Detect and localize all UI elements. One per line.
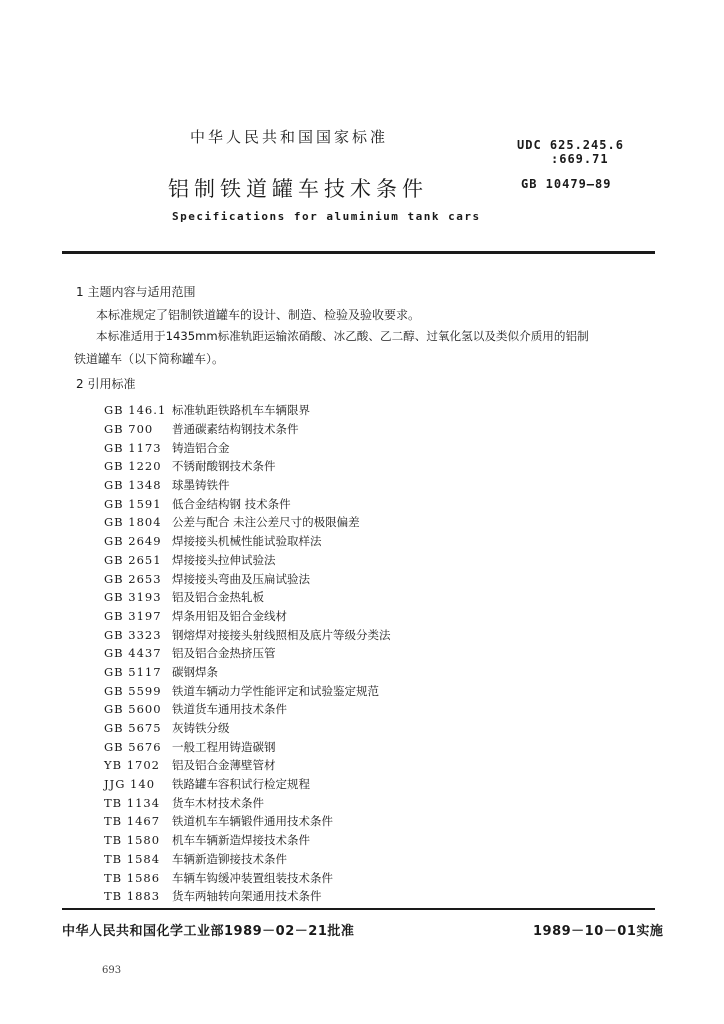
reference-code: GB 700 xyxy=(104,422,154,437)
reference-title: 焊条用铝及铝合金线材 xyxy=(172,608,287,623)
section-2-heading: 2 引用标准 xyxy=(76,377,136,391)
reference-standard-row xyxy=(104,438,391,457)
reference-code: TB 1580 xyxy=(104,833,161,848)
reference-code: GB 4437 xyxy=(104,646,162,661)
reference-code: GB 5599 xyxy=(104,683,162,698)
reference-standard-row xyxy=(104,494,391,513)
footer-rule xyxy=(62,908,655,910)
reference-code: GB 146.1 xyxy=(104,403,167,418)
reference-standard-row xyxy=(104,663,391,682)
reference-standard-row xyxy=(104,569,391,588)
reference-standard-row xyxy=(104,420,391,439)
reference-standard-row xyxy=(104,887,391,906)
header-rule xyxy=(62,251,655,254)
reference-title: 机车车辆新造焊接技术条件 xyxy=(172,833,310,848)
reference-standard-row xyxy=(104,831,391,850)
reference-code: TB 1134 xyxy=(104,795,161,810)
reference-code: GB 1348 xyxy=(104,478,162,493)
document-title: 铝制铁道罐车技术条件 xyxy=(168,177,428,201)
page-number: 693 xyxy=(102,965,122,976)
reference-code: GB 1591 xyxy=(104,496,162,511)
issuing-authority: 中华人民共和国国家标准 xyxy=(190,128,389,146)
reference-standard-row xyxy=(104,756,391,775)
standard-number: GB 10479—89 xyxy=(521,177,612,191)
reference-title: 焊接接头弯曲及压扁试验法 xyxy=(172,571,310,586)
reference-code: YB 1702 xyxy=(104,758,160,773)
reference-code: GB 3323 xyxy=(104,627,162,642)
reference-title: 公差与配合 未注公差尺寸的极限偏差 xyxy=(172,515,360,530)
reference-title: 铁道机车车辆锻件通用技术条件 xyxy=(172,814,333,829)
referenced-standards-list xyxy=(104,401,391,906)
reference-standard-row xyxy=(104,588,391,607)
reference-standard-row xyxy=(104,850,391,869)
reference-title: 灰铸铁分级 xyxy=(172,721,230,736)
reference-title: 钢熔焊对接接头射线照相及底片等级分类法 xyxy=(172,627,391,642)
section-1-paragraph-1: 本标准规定了铝制铁道罐车的设计、制造、检验及验收要求。 xyxy=(96,308,421,322)
reference-standard-row xyxy=(104,681,391,700)
reference-title: 铸造铝合金 xyxy=(172,440,230,455)
reference-standard-row xyxy=(104,793,391,812)
reference-standard-row xyxy=(104,532,391,551)
reference-code: GB 2649 xyxy=(104,534,162,549)
reference-standard-row xyxy=(104,457,391,476)
reference-code: GB 1804 xyxy=(104,515,162,530)
section-1-paragraph-2-line-1: 本标准适用于1435mm标准轨距运输浓硝酸、冰乙酸、乙二醇、过氧化氢以及类似介质用的铝制 xyxy=(96,329,589,343)
reference-title: 货车木材技术条件 xyxy=(172,795,264,810)
reference-title: 普通碳素结构钢技术条件 xyxy=(172,422,299,437)
reference-code: GB 2653 xyxy=(104,571,162,586)
reference-standard-row xyxy=(104,551,391,570)
reference-title: 一般工程用铸造碳钢 xyxy=(172,739,276,754)
reference-title: 铝及铝合金热挤压管 xyxy=(172,646,276,661)
reference-title: 焊接接头机械性能试验取样法 xyxy=(172,534,322,549)
reference-standard-row xyxy=(104,719,391,738)
reference-standard-row xyxy=(104,476,391,495)
reference-standard-row xyxy=(104,812,391,831)
reference-title: 铁道货车通用技术条件 xyxy=(172,702,287,717)
reference-standard-row xyxy=(104,401,391,420)
reference-title: 标准轨距铁路机车车辆限界 xyxy=(172,403,310,418)
reference-title: 碳钢焊条 xyxy=(172,664,218,679)
reference-title: 球墨铸铁件 xyxy=(172,478,230,493)
udc-code-line2: :669.71 xyxy=(551,152,609,166)
reference-title: 不锈耐酸钢技术条件 xyxy=(172,459,276,474)
reference-title: 铝及铝合金热轧板 xyxy=(172,590,264,605)
reference-standard-row xyxy=(104,607,391,626)
reference-code: GB 5676 xyxy=(104,739,162,754)
approval-statement: 中华人民共和国化学工业部1989－02－21批准 xyxy=(62,924,355,939)
reference-code: TB 1586 xyxy=(104,870,161,885)
reference-code: GB 5675 xyxy=(104,721,162,736)
reference-code: GB 5600 xyxy=(104,702,162,717)
reference-title: 低合金结构钢 技术条件 xyxy=(172,496,291,511)
reference-code: GB 1173 xyxy=(104,440,162,455)
reference-code: GB 2651 xyxy=(104,552,162,567)
reference-standard-row xyxy=(104,700,391,719)
reference-title: 铁路罐车容积试行检定规程 xyxy=(172,777,310,792)
reference-code: GB 3197 xyxy=(104,608,162,623)
english-title: Specifications for aluminium tank cars xyxy=(172,210,481,223)
udc-code-line1: UDC 625.245.6 xyxy=(517,138,624,152)
reference-standard-row xyxy=(104,513,391,532)
reference-title: 铝及铝合金薄壁管材 xyxy=(172,758,276,773)
reference-code: TB 1467 xyxy=(104,814,161,829)
reference-code: TB 1883 xyxy=(104,889,161,904)
reference-standard-row xyxy=(104,775,391,794)
reference-code: JJG 140 xyxy=(104,777,156,792)
reference-title: 铁道车辆动力学性能评定和试验鉴定规范 xyxy=(172,683,379,698)
section-1-heading: 1 主题内容与适用范围 xyxy=(76,285,196,299)
reference-code: GB 3193 xyxy=(104,590,162,605)
reference-standard-row xyxy=(104,644,391,663)
reference-code: GB 5117 xyxy=(104,664,162,679)
reference-title: 车辆新造铆接技术条件 xyxy=(172,851,287,866)
reference-standard-row xyxy=(104,868,391,887)
reference-title: 焊接接头拉伸试验法 xyxy=(172,552,276,567)
reference-title: 货车两轴转向架通用技术条件 xyxy=(172,889,322,904)
reference-standard-row xyxy=(104,737,391,756)
reference-title: 车辆车钩缓冲装置组装技术条件 xyxy=(172,870,333,885)
reference-code: TB 1584 xyxy=(104,851,161,866)
reference-code: GB 1220 xyxy=(104,459,162,474)
section-1-paragraph-2-line-2: 铁道罐车（以下简称罐车）。 xyxy=(74,352,225,366)
effective-date: 1989－10－01实施 xyxy=(533,924,664,939)
reference-standard-row xyxy=(104,625,391,644)
